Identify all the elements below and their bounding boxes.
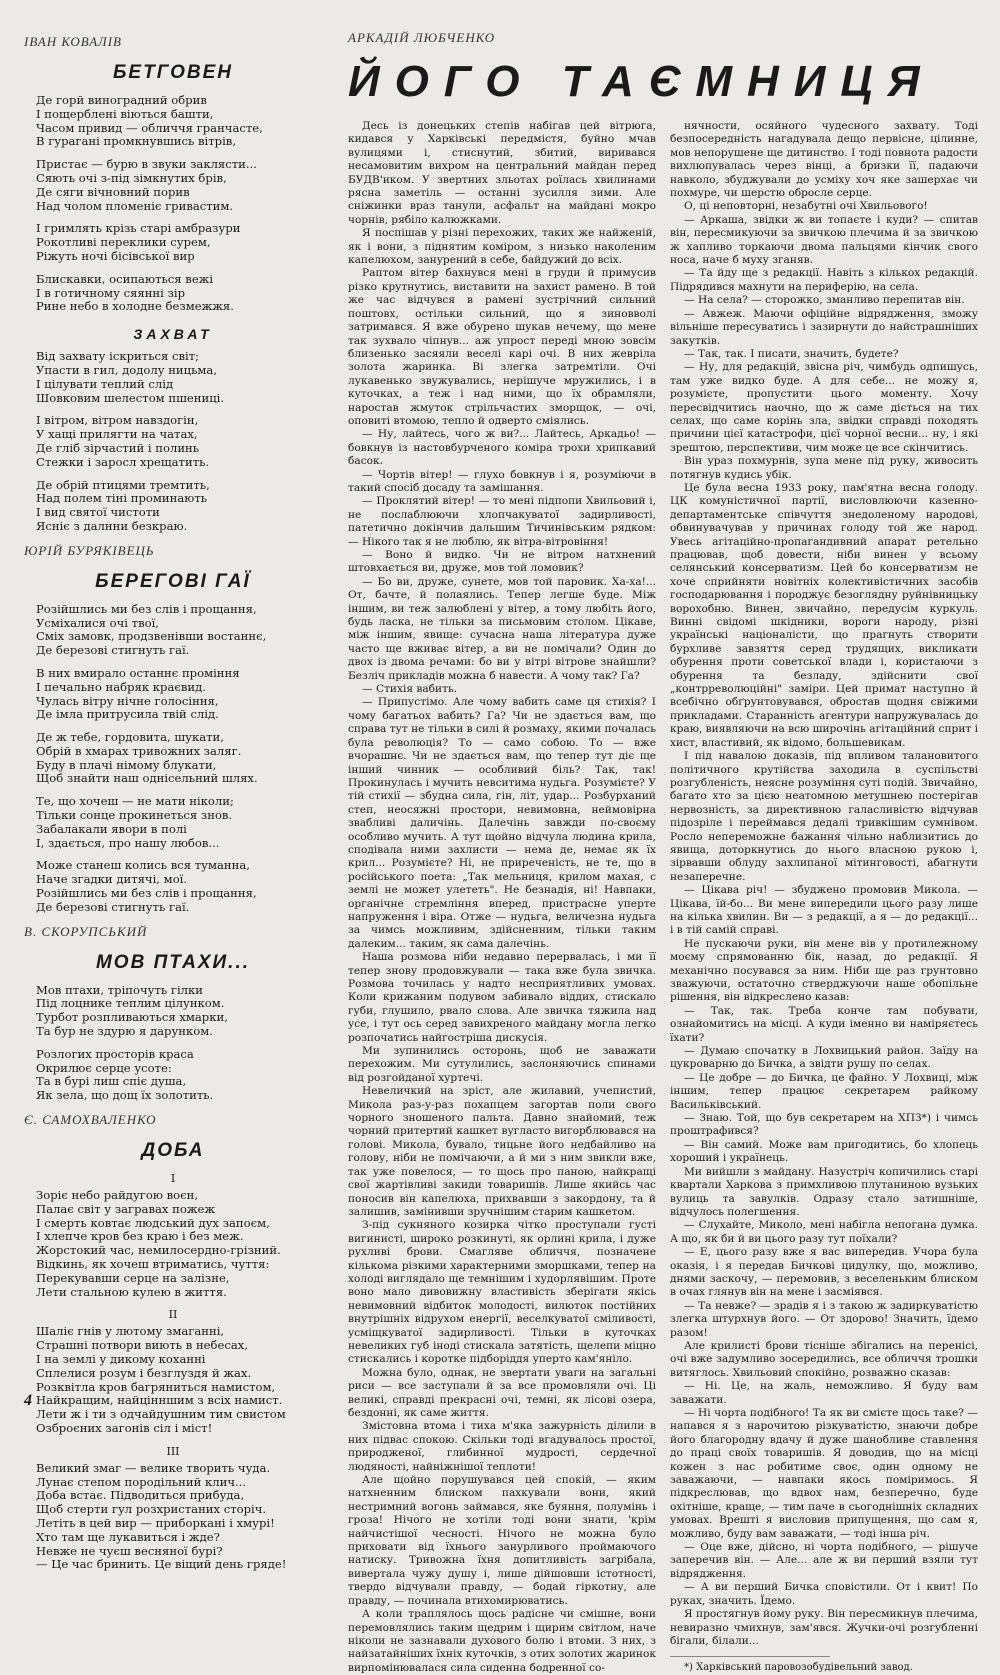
verse-line: Щоб стерти гул розхристаних сторіч. (36, 1502, 267, 1517)
verse-line: Щоб знайти наш однісельний шлях. (36, 771, 258, 786)
poem1-body (24, 94, 322, 314)
footnote: *) Харківський паровозобудівельний завод. (684, 1662, 913, 1674)
stanza (36, 1048, 322, 1103)
story-column-2 (670, 120, 978, 1675)
verse-line: Розквітла кров багряниться намистом, (36, 1379, 276, 1394)
paragraph: — Та йду ще з редакції. Навіть з кількох редакцій. Підрядився махнути на периферію, на села. (670, 267, 978, 293)
verse-line: Лети ж і ти з одчайдушним тим свистом (36, 1407, 286, 1422)
paragraph: Невеличкий на зріст, але жилавий, учепистий, Микола раз-у-раз похапцем загортав поли свого чорного зношеного пальта. Давно знайомий, теж чорний притертий кашкет вугласто вигорблювався на голові. Микола, бувало, тицьне його недбайливо на голову, ніби не помічаючи, а й ми з ним звикли вже, так уже повелося, — то щось про паною, найкращі свої жартівливі закиди товаришів. Лише якийсь час поносив він капелюха, прихвавши з закордону, та й залишив, замінивши зручнішим старим кашкетом. (348, 1085, 656, 1218)
paragraph: Раптом вітер бахнувся мені в груди й примусив різко крутнутись, виставити на захист рамено. В той же час відчувся в рамені зустрічний сильний поштовх, остільки сильний, що я зиновволі затримався. Я вже обурено шукав нечему, що мене так зухвало чіпнув... аж упрост переді мною зовсім близенько засяяли веселі карі очі. В них жевріла золота жаринка. Ві злегка затремтіли. Очі лукавенько звужувались, нерішуче мружились, і в куточках, а теж і над ними, що їх обрамляли, наростав жмуток стрільчастих зморщок, — очі, оповиті втомою, тепло й одверто сміялись. (348, 267, 656, 427)
stanza (36, 414, 322, 469)
verse-line: Пристає — бурю в звуки заклясти... (36, 157, 257, 172)
verse-line: Упасти в гил, додолу ницьма, (36, 362, 218, 377)
stanza (36, 350, 322, 405)
story-column-1 (348, 120, 656, 1675)
story-author: АРКАДІЙ ЛЮБЧЕНКО (348, 30, 496, 45)
verse-line: І хлепче кров без краю і без меж. (36, 1229, 244, 1244)
paragraph: Це була весна 1933 року, пам'ятна весна голоду. ЦК комуністичної партії, висловлюючи казенно-департаментське співчуття знедоленому народові, обвинувачував у причинах голоду той же народ. Увесь агітаційно-пропагандивний апарат ретельно працював, щоб довести, ніби винен у всьому селянський консерватизм. Цей бо консерватизм не хоче сприйняти новітніх колективістичних засобів господарювання і породжує безоглядну руйнівницьку ворохобню. Винен, звичайно, передусім куркуль. Винні свідомі шкідники, вороги народу, різні українські націоналісти, що прагнуть створити бурхливе завзяття серед трудящих, викликати обурення проти советської влади і, користаючи з обурення та безладу, здійснити свої „контрреволюційні" заміри. Цей примат наступно й всебічно обґрунтовувався, обростав щодня свіжими прикладами. Старанність агентури напружувалась до краю, виявляючи на всю широчінь агітаційний сприт і хист, властивий, як відомо, большевикам. (670, 481, 978, 749)
paragraph: О, ці неповторні, незабутні очі Хвильового! (684, 200, 928, 213)
verse-line: Де імла притрусила твій слід. (36, 707, 219, 722)
verse-line: Лунає степом породільний клич... (36, 1474, 247, 1489)
poem5-author: Є. САМОХВАЛЕНКО (24, 1112, 157, 1128)
verse-line: В них вмирало останнє проміння (36, 665, 240, 680)
verse-line: Та бур не здурю я дарунком. (36, 1024, 213, 1039)
verse-line: І цілувати теплий слід (36, 376, 174, 391)
paragraph: — Проклятий вітер! — то мені підпопи Хвильовий і, не послаблюючи хлопчакуватої задирливості, патетично докінчив дальшим Тичинівським рядком: — Нікого так я не люблю, як вітра-вітровіння! (348, 495, 656, 548)
verse-line: Рокотливі переклики сурем, (36, 235, 211, 250)
verse-line: Може станеш колись вся туманна, (36, 858, 250, 873)
verse-line: Сплелися розум і безглуздя й жах. (36, 1365, 252, 1380)
paragraph: Ми вийшли з майдану. Назустріч копичились старі квартали Харкова з примхливою плутаниною вузьких вулиць та завулків. Одразу стало затишніше, відчулось полегшення. (670, 1165, 978, 1218)
poem4-author: В. СКОРУПСЬКИЙ (24, 923, 148, 939)
stanza (36, 222, 322, 263)
verse-line: Сміх замовк, продзвенівши востаннє, (36, 629, 267, 644)
stanza (36, 1325, 322, 1435)
verse-line: Забалакали явори в полі (36, 821, 187, 836)
verse-line: Летіть в цей вир — приборкані і хмурі! (36, 1515, 275, 1530)
stanza (36, 1189, 322, 1299)
paragraph: А коли траплялось щось радісне чи смішне, вони перемовлялись таким щедрим і щирим світлом, наче ніколи не зазнавали духового болю і втоми. З них, з найзатайніших їхніх куточків, з отих золотих жаринок вирпомінювалася сила сиденна бодренної со- (348, 1608, 656, 1674)
poem3-author: ЮРІЙ БУРЯКІВЕЦЬ (24, 542, 155, 558)
paragraph: нячности, осяйного чудесного захвату. Тоді безпосередність нагадувала дещо первісне, цілинне, мов непорушене ще дитинство. І тоді повнота радости вихлюпувалась через вінці, а бризки її, падаючи навколо, збуджували до усміху хоч яке зашерхає чи похмуре, чи шерстю обросле серце. (670, 120, 978, 200)
paragraph: — Авжеж. Маючи офіційне відрядження, зможу вільніше пересуватись і зазирнути до найстрашніших закутків. (670, 307, 978, 347)
verse-line: Доба встає. Підводиться прибуда, (36, 1488, 245, 1503)
paragraph: — Оце вже, дійсно, ні чорта подібного, — рішуче заперечив він. — Але... але ж ви перший взяли тут відрядження. (670, 1541, 978, 1580)
verse-line: Розійшлись ми без слів і прощання, (36, 601, 257, 616)
verse-line: Турбот розпливаються хмарки, (36, 1010, 228, 1025)
verse-line: Де березові стигнуть гаї. (36, 899, 190, 914)
verse-line: Та в бурі лиш спіє душа, (36, 1074, 187, 1089)
paragraph: Десь із донецьких степів набігав цей вітрюга, кидався у Харківські передмістя, буйно мчав вулицями і, стиснутий, збитий, виривався несамовитим вихром на центральний майдан перед БУДВ'иком. У звертних зльотах роїлась хвилинами рясна заметіль — останні зусилля зими. Але сніжинки враз танули, асфальт на майдані мокро чорнів, рябіло калюжками. (348, 120, 656, 226)
poems-column (24, 34, 322, 1581)
verse-line: Де обрій птицями тремтить, (36, 477, 210, 492)
paragraph: — Ну, лайтесь, чого ж ви?... Лайтесь, Аркадьо! — бовкнув із настовбурченого коміра трохи хрипкавий басок. (348, 428, 656, 468)
verse-line: Рине небо в холодне безмежжя. (36, 299, 234, 314)
verse-line: Великий змаг — велике творить чуда. (36, 1460, 271, 1475)
verse-line: Під лоцнике теплим цілунком. (36, 996, 225, 1011)
verse-line: Сяють очі з-під зімкнутих брів, (36, 170, 227, 185)
paragraph: Я простягнув йому руку. Він пересмикнув плечима, невиразно чмихнув, зам'явся. Жучки-очі розгубленні бігали, білали... (670, 1608, 978, 1647)
paragraph: Він ураз похмурнів, зупа мене під руку, живосить потягнув кудись убік. (670, 455, 978, 481)
poem2-title: ЗАХВАТ (133, 326, 213, 343)
verse-line: Окрилює серце усоте: (36, 1060, 172, 1075)
paragraph: — Це добре — до Бичка, це файно. У Лохвиці, між іншим, тепер працює секретарем райкому Васильківський. (670, 1071, 978, 1111)
paragraph: Ми зупинились осторонь, щоб не заважати перехожим. Ми сутулились, заслоняючись спинами від розгойданої хуртечі. (348, 1045, 656, 1084)
verse-line: Мов птахи, тріпочуть гілки (36, 982, 204, 997)
verse-line: І в готичному сяянні зір (36, 285, 185, 300)
stanza (36, 1462, 322, 1572)
poem3-body (24, 603, 322, 915)
paragraph: — Та невже? — зрадів я і з такою ж задиркуватістю злегка штурхнув його. — От здорово! Значить, їдемо разом! (670, 1299, 978, 1339)
story-text (348, 120, 978, 1675)
verse-line: Страшні потвори виють в небесах, (36, 1338, 249, 1353)
poem5-title: ДОБА (141, 1140, 205, 1162)
verse-line: І гримлять крізь старі амбразури (36, 221, 241, 236)
verse-line: І вид святої чистоти (36, 505, 160, 520)
poem3-title: БЕРЕГОВІ ГАЇ (95, 570, 251, 592)
paragraph: Але крилисті брови тісніше збігались на перенісі, очі вже задумливо зосередились, все обличчя трошки витяглось. Хвильовий спокійно, розважно сказав: (670, 1339, 978, 1379)
story-column-2-text (670, 120, 978, 1648)
part-number: ІІІ (166, 1444, 180, 1458)
stanza (36, 731, 322, 786)
verse-line: Блискавки, осипаються вежі (36, 271, 214, 286)
stanza (36, 984, 322, 1039)
verse-line: Перекувавши серце на залізне, (36, 1270, 230, 1285)
verse-line: Наче згадки дитячі, мої. (36, 872, 188, 887)
poem1-title: БЕТГОВЕН (112, 62, 234, 83)
paragraph: — Знаю. Той, що був секретарем на ХПЗ*) і чимсь проштрафився? (670, 1112, 978, 1138)
verse-line: І смерть ковтає людський дух запоєм, (36, 1215, 270, 1230)
verse-line: Над полем тіні проминають (36, 491, 208, 506)
verse-line: Невже не чуєш весняної бурі? (36, 1543, 223, 1558)
paragraph: І під навалою доказів, під впливом талановитого політичного крутійства заходила в суспільстві розгубленість, неясне розуміння суті подій. Звичайно, багато хто за цією неатомною метушнею постерігав нервозність, за директивною галасливістю відчував підозріле і переймався дедалі тривкішим сумнівом. Росло непереможне бажання чільно наблизитись до явища, доторкнутись до нього власною рукою і, зірвавши облуду захлипаної мітинговості, абагнути незаперечне. (670, 750, 978, 883)
verse-line: Те, що хочеш — не мати ніколи; (36, 794, 234, 809)
paragraph: — На села? — сторожко, зманливо перепитав він. (684, 294, 965, 307)
paragraph: — Воно й видко. Чи не вітром натхнений штовхається ви, друже, мов той ломовик? (348, 549, 656, 575)
paragraph: — Слухайте, Миколо, мені набігла непогана думка. А що, як би й ви цього разу тут поїхали? (670, 1219, 978, 1245)
verse-line: І, здається, про нашу любов... (36, 835, 220, 850)
verse-line: Стежки і заросл хрещатить. (36, 454, 210, 469)
stanza (36, 603, 322, 658)
paragraph: — Цікава річ! — збуджено промовив Микола. — Цікава, їй-бо... Ви мене випередили цього разу лише на кілька хвилин. Ви — з редакції, а я — до редакції... і в тій самій справі. (670, 884, 978, 937)
verse-line: — Це час бринить. Це віщий день гряде! (36, 1557, 287, 1572)
poem1-author: ІВАН КОВАЛІВ (24, 34, 122, 49)
stanza (36, 859, 322, 914)
paragraph: — Бо ви, друже, сунете, мов той паровик. Ха-ха!... От, бачте, й полаялись. Тепер легше буде. Між іншим, ви теж залюблені у вітер, а тому любіть його, будь ласка, не тільки за письмовим столом. Цікаве, між іншим, явище: сучасна наша література дуже часто ще вживає вітер, а ви не помічали? Один до двох із двома речами: бо ви у вітрі вітрове знайшли? Безліч прикладів можна б навести. А чому так? Га? (348, 575, 656, 682)
stanza (36, 94, 322, 149)
verse-line: І печально набряк краєвид. (36, 679, 206, 694)
verse-line: Де горй виноградний обрив (36, 93, 207, 107)
paragraph: — Думаю спочатку в Лохвицький район. Заїду на цукроварню до Бичка, а звідти рушу по селах. (670, 1045, 978, 1071)
poem4-body (24, 984, 322, 1103)
stanza (36, 795, 322, 850)
verse-line: Де сяги вічновний порив (36, 184, 190, 199)
verse-line: Шовковим шелестом пшениці. (36, 390, 225, 405)
paragraph: — Стихія вабить. (362, 683, 458, 696)
verse-line: Найкращим, найцінншим з всіх намист. (36, 1393, 283, 1408)
paragraph: — Припустімо. Але чому вабить саме ця стихія? І чому багатьох вабить? Га? Чи не здається вам, що справа тут не тільки в силі й розмаху, якими почалась була революція? То — само собою. То — вже вчорашнє. Чи не здається вам, що тепер тут діє ще інший чинник — особливий біль? Так, так! Прокинулась і мучить невситима нудьга. Розумієте? У тій стихії — збудна сила, гін, літ, удар... Розбурханий степ, неосяжні простори, невимовна, неймовірна звабливі даличінь. Далечінь завжди по-своєму особливо мучить. А тут щойно відчула людина крила, сподівала ними захлисти — нема де, немає як їх крил... Розумієте? Ні, не приреченість, не те, що в російського поета: „Так мельниця, крилом махая, с землі не может улететь". Не безнадія, ні! Навпаки, органічне стремління вперед, пристрасне уперте напруження і віра. Отже — нудьга, величезна нудьга за чимсь можливим, здійсненним, тільки таким далеким... таким, як сама далечінь. (348, 696, 656, 950)
poem4-title: МОВ ПТАХИ... (95, 951, 251, 973)
verse-line: Від захвату іскриться світ; (36, 349, 200, 364)
paragraph: Але щойно порушувався цей спокій, — яким натхненним блиском пахкували вони, який нестримний вогонь займався, яке буяння, полумінь і гроза! Нічого не хотіли тоді вони знати, 'крім найчистішої чесності. Нічого не можна було приховати від їхнього занурливого проймаючого натиску. Тривожна їхня допитливість загрібала, вивертала чужу душу і, лише дійшовши істотності, твердо відчували правду, — бодай гіркотну, але правду, — починала втихомирюватись. (348, 1474, 656, 1607)
part-number: ІІ (168, 1308, 178, 1322)
verse-line: Буду в плачі німому блукати, (36, 757, 217, 772)
verse-line: Розлогих просторів краса (36, 1046, 194, 1061)
verse-line: Розійшлись ми без слів і прощання, (36, 886, 257, 901)
verse-line: Де гліб зірчастий і полинь (36, 440, 200, 455)
paragraph: Я поспішав у різні перехожих, таких же найженій, як і вони, з піднятим коміром, з низько наколеним капелюхом, занурений в себе, байдужий до всіх. (348, 227, 656, 267)
verse-line: Як зела, що дощ їх золотить. (36, 1088, 214, 1103)
stanza (36, 273, 322, 314)
paragraph: — А ви перший Бичка сповістили. От і квит! По руках, значить. Їдемо. (670, 1581, 978, 1607)
verse-line: Тільки сонце прокинеться знов. (36, 808, 233, 823)
verse-line: В гурагані промкнувшись вітрів, (36, 134, 236, 149)
verse-line: Жорстокий час, немилосердно-грізний. (36, 1243, 281, 1258)
verse-line: Шаліє гнів у лютому змаганні, (36, 1324, 225, 1339)
paragraph: — Ні чорта подібного! Та як ви смієте щось таке? — напався я з нарочитою різкуватістю, знаючи добре його благородну вдачу й дуже шанобливе ставлення до праці своїх товаришів. Я доводив, що на місці кожен з нас робитиме своє, один одному не заважаючи, — навпаки якось поміримось. Я підкреслював, що вдвох нам, безперечно, буде охітніше, краще, — тим паче в сьогоднішніх складних умовах. Врешті я висловив припущення, що сам я, можливо, буду вам заважати, — тоді інша річ. (670, 1407, 978, 1540)
verse-line: Зоріє небо райдугою воєн, (36, 1188, 199, 1203)
verse-line: Чулась вітру нічне голосіння, (36, 693, 219, 708)
paragraph: — Чортів вітер! — глухо бовкнув і я, розуміючи в такий спосіб досаду та замішання. (348, 468, 656, 494)
verse-line: І пощерблені віються башти, (36, 106, 214, 121)
verse-line: Де березові стигнуть гаї. (36, 643, 190, 658)
paragraph: — Е, цього разу вже я вас випередив. Учора була оказія, і я передав Бичкові цидулку, що, можливо, днями заскочу, — перемовив, з веселеньким блиском в очах глянув він на мене і засміявся. (670, 1246, 978, 1299)
verse-line: Ріжуть ночі бісівської вир (36, 248, 195, 263)
stanza (36, 158, 322, 213)
paragraph: Можна було, однак, не звертати уваги на загальні риси — все заступали й за все промовляли очі. Ці великі, справді прекрасні очі, темні, як лісові озера, бездонні, як саме життя. (348, 1366, 656, 1419)
stanza (36, 667, 322, 722)
paragraph: — Він самий. Може вам пригодитись, бо хлопець хороший і українець. (670, 1138, 978, 1165)
verse-line: Озброєних загонів сіл і міст! (36, 1420, 213, 1435)
poem5-body (24, 1172, 322, 1572)
verse-line: Ясніє з далнни безкраю. (36, 518, 188, 533)
verse-line: Лети стальною кулею в життя. (36, 1284, 227, 1299)
stanza (36, 479, 322, 534)
verse-line: Відкинь, як хочеш втриматись, чуття: (36, 1257, 270, 1272)
story-title: ЙОГО ТАЄМНИЦЯ (348, 57, 935, 106)
paragraph: — Ну, для редакцій, звісна річ, чимбудь одпишусь, там уже видко буде. А для себе... не можу я, розумієте, пропустити цього моменту. Хочу пересвідчитись наочно, що ж саме діється на тих селах, що саме корінь зла, звідки справді походять причини цієї катастрофи, цієї чорної весни... ну, і які зрештою, перспективи, чим може це все скінчитись. (670, 361, 978, 454)
paragraph: З-під сукняного козирка чітко проступали густі вигинисті, широко розкинуті, як орлині крила, і дуже рухливі брови. Смагляве обличчя, позначене кількома різкими характерними зморшками, тепер на холоді виглядало ще темнішим і худорлявішим. Проте воно мало дивовижну властивість зберігати якісь невимовний відбиток молодості, вилюток постійних внутрішніх відрухом енергії, веселкуватої сміливості, усміщкуватої задирливості. Тільки в куточках невеликих губ іноді стискала затятість, щелепи міцно стискались і коротке підборіддя уперто кам'яніло. (348, 1219, 656, 1366)
verse-line: І на землі у дикому коханні (36, 1352, 206, 1366)
verse-line: Хто там ще лукавиться і жде? (36, 1529, 220, 1544)
paragraph: Наша розмова ніби недавно перервалась, і ми її тепер знову продовжували — така вже була звичка. Розмова точилась у надто несприятливих умовах. Коли крижаним подувом забивало віддих, стискало губи, глушило, рвало слова. Але звичка тяжила над усе, і тут ось серед завихреного майдану могла легко розпочатись найгостріша дискусія. (348, 951, 656, 1044)
page-number: 4 (24, 1392, 32, 1409)
verse-line: Обрій в хмарах тривожних заляг. (36, 743, 242, 758)
story-column (348, 30, 978, 1675)
paragraph: — Ні. Це, на жаль, неможливо. Я буду вам заважати. (670, 1380, 978, 1406)
paragraph: — Так, так. І писати, значить, будете? (684, 347, 899, 360)
poem2-body (24, 350, 322, 534)
verse-line: У хащі прилягти на чатах, (36, 427, 198, 442)
verse-line: Палає світ у загравах пожеж (36, 1201, 216, 1216)
verse-line: Часом привид — обличчя гранчасте, (36, 120, 263, 135)
verse-line: Над чолом пломеніє гривастим. (36, 198, 234, 213)
verse-line: Де ж тебе, гордовита, шукати, (36, 730, 224, 745)
paragraph: — Так, так. Треба конче там побувати, ознайомитись на місці. А куди іменно ви наміряєтесь їхати? (670, 1004, 978, 1044)
paragraph: — Аркаша, звідки ж ви топаєте і куди? — спитав він, пересмикуючи за звичкою плечима й за звичкою ж хапливо торкаючи двома пальцями кінчик свого носа, наче б муху зганяв. (670, 213, 978, 267)
verse-line: Усміхалися очі твої, (36, 615, 159, 630)
verse-line: І вітром, вітром навздогін, (36, 413, 199, 428)
paragraph: Не пускаючи руки, він мене вів у протилежному моєму спрямованню бік, назад, до редакції. Я механічно посувався за ним. Ніби ще раз грунтовно зважуючи, остаточно стверджуючи наше обопільне рішення, він відкреслено казав: (670, 937, 978, 1004)
paragraph: Змістовна втома і тиха м'яка зажурність ділили в них підвас спокою. Скільки тоді вгадувалось простої, природженої, глибинної мудрості, сердечної людяності, найніжнішої теплоти! (348, 1420, 656, 1473)
part-number: І (170, 1172, 176, 1186)
